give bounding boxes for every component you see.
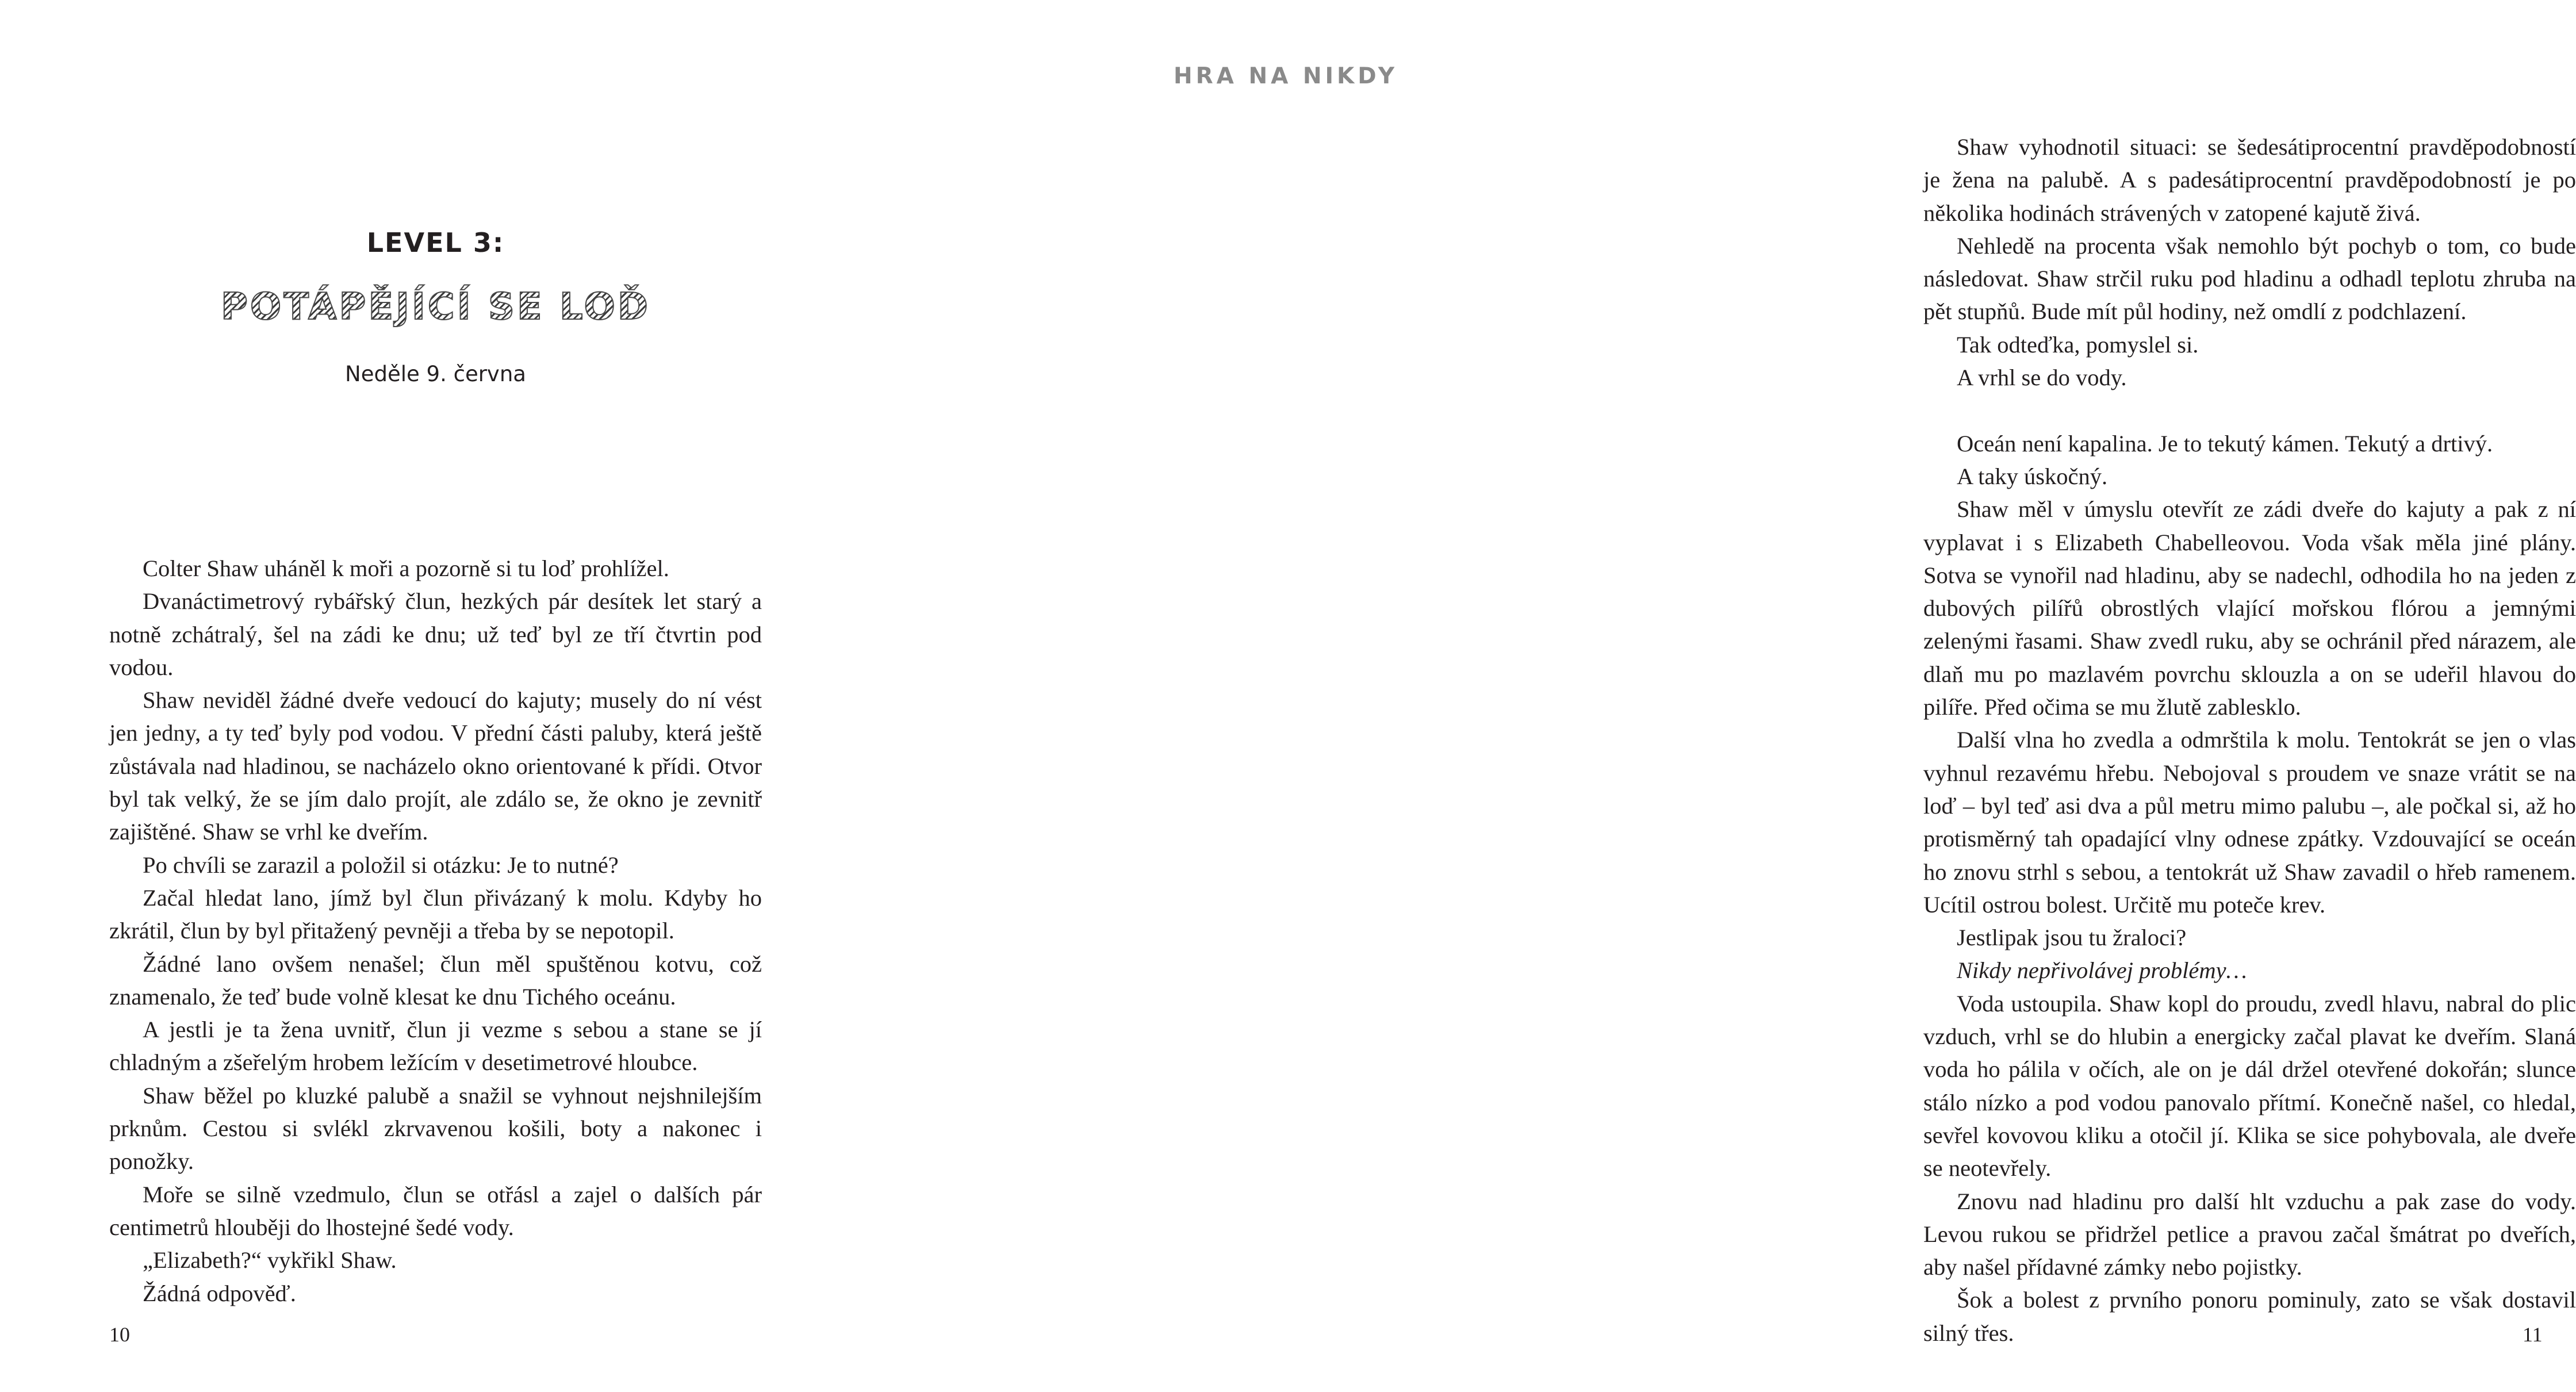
paragraph: „Elizabeth?“ vykřikl Shaw. bbox=[143, 1247, 397, 1274]
paragraph: A taky úskočný. bbox=[1957, 463, 2108, 489]
paragraph: Colter Shaw uháněl k moři a pozorně si tu loď prohlížel. bbox=[143, 555, 669, 581]
page-number-left: 10 bbox=[109, 1323, 130, 1346]
paragraph: Jestlipak jsou tu žraloci? bbox=[1957, 925, 2187, 951]
chapter-date: Neděle 9. června bbox=[345, 362, 526, 387]
paragraph: Shaw běžel po kluzké palubě a snažil se vyhnout nejshnilejším prknům. Cestou si svlékl zkrvavenou košili, boty a nakonec i ponožky. bbox=[109, 1082, 762, 1175]
paragraph: Oceán není kapalina. Je to tekutý kámen. Tekutý a drtivý. bbox=[1957, 430, 2493, 457]
running-title: HRA NA NIKDY bbox=[1174, 63, 1398, 89]
running-header bbox=[883, 63, 1766, 89]
paragraph: Shaw měl v úmyslu otevřít ze zádi dveře do kajuty a pak z ní vyplavat i s Elizabeth Chabelleovou. Voda však měla jiné plány. Sotva se vynořil nad hladinu, aby se nadechl, odhodila ho na jeden z dubových pilířů obrostlých vlající mořskou flórou a jemnými zelenými řasami. Shaw zvedl ruku, aby se ochránil před nárazem, ale dlaň mu po mazlavém povrchu sklouzla a on se udeřil hlavou do pilíře. Před očima se mu žlutě zablesklo. bbox=[1923, 496, 2576, 720]
paragraph: Žádné lano ovšem nenašel; člun měl spuštěnou kotvu, což znamenalo, že teď bude volně klesat ke dnu Tichého oceánu. bbox=[109, 950, 762, 1010]
paragraph: Šok a bolest z prvního ponoru pominuly, zato se však dostavil silný třes. bbox=[1923, 1287, 2576, 1346]
paragraph: Shaw neviděl žádné dveře vedoucí do kajuty; musely do ní vést jen jedny, a ty teď byly pod vodou. V přední části paluby, která ještě zůstávala nad hladinou, se nacházelo okno orientované k přídi. Otvor byl tak velký, že se jím dalo projít, ale zdálo se, že okno je zevnitř zajištěné. Shaw se vrhl ke dveřím. bbox=[109, 687, 762, 845]
chapter-title: POTÁPĚJÍCÍ SE LOĎ bbox=[221, 286, 650, 328]
page-number-right: 11 bbox=[2523, 1323, 2543, 1346]
right-page bbox=[883, 0, 2576, 1392]
paragraph: Začal hledat lano, jímž byl člun přivázaný k molu. Kdyby ho zkrátil, člun by byl přitažený pevněji a třeba by se nepotopil. bbox=[109, 884, 762, 944]
paragraph: Žádná odpověď. bbox=[143, 1280, 296, 1306]
paragraph: Voda ustoupila. Shaw kopl do proudu, zvedl hlavu, nabral do plic vzduch, vrhl se do hlubin a energicky začal plavat ke dveřím. Slaná voda ho pálila v očích, ale on je dál držel otevřené dokořán; slunce stálo nízko a pod vodou panovalo přítmí. Konečně našel, co hledal, sevřel kovovou kliku a otočil jí. Klika se sice pohybovala, ale dveře se neotevřely. bbox=[1923, 990, 2576, 1182]
chapter-level-label: LEVEL 3: bbox=[366, 227, 505, 258]
paragraph: Nehledě na procenta však nemohlo být pochyb o tom, co bude následovat. Shaw strčil ruku pod hladinu a odhadl teplotu zhruba na pět stupňů. Bude mít půl hodiny, než omdlí z podchlazení. bbox=[1923, 232, 2576, 325]
paragraph: A jestli je ta žena uvnitř, člun ji vezme s sebou a stane se jí chladným a zšeřelým hrobem ležícím v desetimetrové hloubce. bbox=[109, 1017, 762, 1076]
left-page bbox=[0, 0, 883, 1392]
paragraph-italic: Nikdy nepřivolávej problémy… bbox=[1957, 957, 2247, 984]
paragraph: Dvanáctimetrový rybářský člun, hezkých pár desítek let starý a notně zchátralý, šel na zádi ke dnu; už teď byl ze tří čtvrtin pod vodou. bbox=[109, 588, 762, 680]
paragraph: A vrhl se do vody. bbox=[1957, 365, 2127, 391]
paragraph: Po chvíli se zarazil a položil si otázku: Je to nutné? bbox=[143, 852, 619, 878]
paragraph: Další vlna ho zvedla a odmrštila k molu. Tentokrát se jen o vlas vyhnul rezavému hřebu. Nebojoval s proudem ve snaze vrátit se na loď – byl teď asi dva a půl metru mimo palubu –, ale počkal si, až ho protisměrný tah opadající vlny odnese zpátky. Vzdouvající se oceán ho znovu strhl s sebou, a tentokrát už Shaw zavadil o hřeb ramenem. Ucítil ostrou bolest. Určitě mu poteče krev. bbox=[1923, 727, 2576, 918]
paragraph: Tak odteďka, pomyslel si. bbox=[1957, 331, 2199, 358]
chapter-heading bbox=[109, 227, 762, 386]
right-page-text bbox=[1923, 131, 2576, 1349]
paragraph: Shaw vyhodnotil situaci: se šedesátiprocentní pravděpodobností je žena na palubě. A s padesátiprocentní pravděpodobností je po několika hodinách strávených v zatopené kajutě živá. bbox=[1923, 134, 2576, 226]
paragraph: Moře se silně vzedmulo, člun se otřásl a zajel o dalších pár centimetrů hlouběji do lhostejné šedé vody. bbox=[109, 1181, 762, 1240]
left-page-text bbox=[109, 552, 762, 1310]
paragraph: Znovu nad hladinu pro další hlt vzduchu a pak zase do vody. Levou rukou se přidržel petlice a pravou začal šmátrat po dveřích, aby našel přídavné zámky nebo pojistky. bbox=[1923, 1188, 2576, 1280]
